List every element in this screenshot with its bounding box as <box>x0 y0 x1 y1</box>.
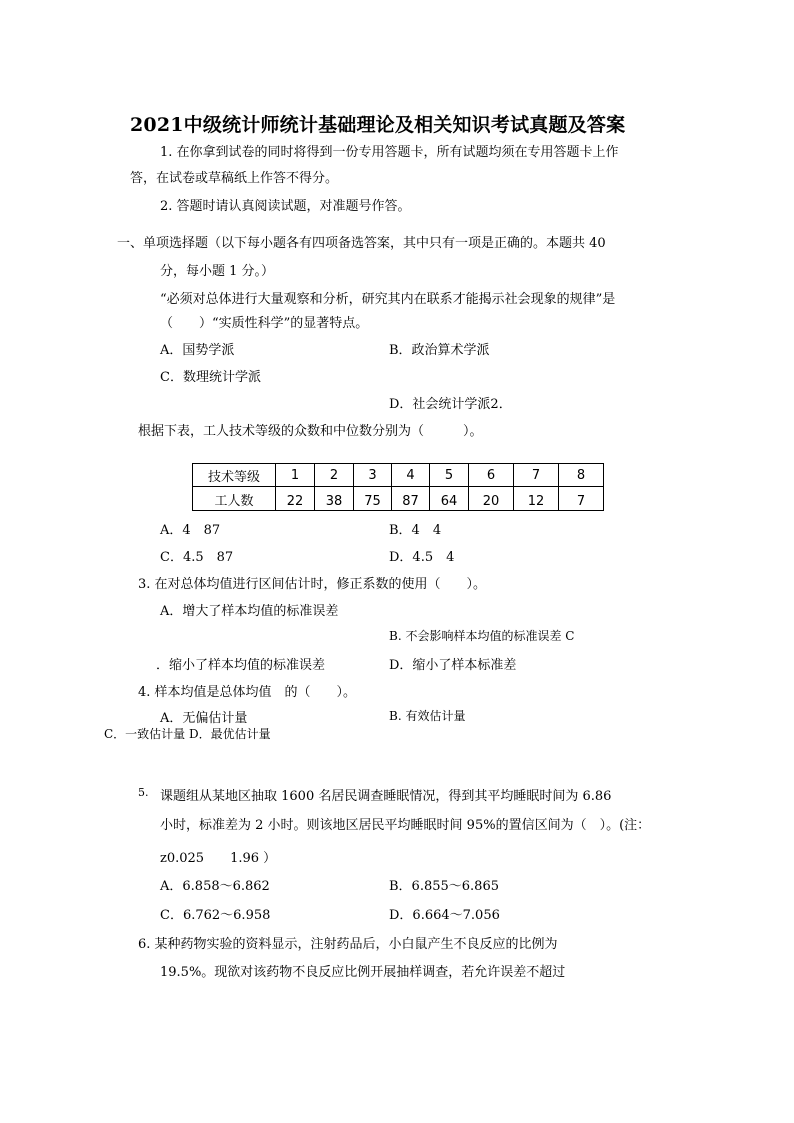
table-cell: 7 <box>559 487 604 511</box>
section-heading-cont: 分，每小题 1 分。） <box>160 264 275 279</box>
table-cell: 22 <box>276 487 315 511</box>
table-cell: 87 <box>392 487 430 511</box>
table-cell: 5 <box>430 464 469 487</box>
q1-option-a: A．国势学派 <box>160 343 235 358</box>
q1-option-c: C．数理统计学派 <box>160 370 261 385</box>
table-cell: 38 <box>315 487 354 511</box>
table-cell: 6 <box>469 464 514 487</box>
q4-stem: 4. 样本均值是总体均值 的（ ）。 <box>138 685 357 700</box>
q5-stem: 课题组从某地区抽取 1600 名居民调查睡眠情况，得到其平均睡眠时间为 6.86 <box>160 789 612 804</box>
section-heading: 一、单项选择题（以下每小题各有四项备选答案，其中只有一项是正确的。本题共 40 <box>117 236 606 251</box>
table-cell: 8 <box>559 464 604 487</box>
q2-option-a: A．4 87 <box>160 523 221 538</box>
table-cell: 75 <box>354 487 392 511</box>
q4-option-cd: C．一致估计量 D．最优估计量 <box>104 727 271 741</box>
q1-option-b: B．政治算术学派 <box>389 343 490 358</box>
q2-option-b: B．4 4 <box>389 523 442 538</box>
table-cell: 20 <box>469 487 514 511</box>
table-cell: 1 <box>276 464 315 487</box>
q1-stem: “必须对总体进行大量观察和分析，研究其内在联系才能揭示社会现象的规律”是 <box>160 292 616 307</box>
table-cell: 12 <box>514 487 559 511</box>
table-cell: 3 <box>354 464 392 487</box>
q3-option-a: A．增大了样本均值的标准误差 <box>160 604 339 619</box>
q6-stem-cont: 19.5%。现欲对该药物不良反应比例开展抽样调查，若允许误差不超过 <box>160 965 566 980</box>
table-row <box>193 464 604 487</box>
instruction-1: 1. 在你拿到试卷的同时将得到一份专用答题卡，所有试题均须在专用答题卡上作 <box>160 145 619 160</box>
grade-table <box>192 463 604 511</box>
q3-option-b: B. 不会影响样本均值的标准误差 C <box>389 629 575 643</box>
table-cell: 2 <box>315 464 354 487</box>
table-cell: 7 <box>514 464 559 487</box>
q5-option-a: A．6.858～6.862 <box>160 879 270 894</box>
q5-option-c: C．6.762～6.958 <box>160 908 271 923</box>
table-row-label: 工人数 <box>193 487 276 511</box>
q5-option-b: B．6.855～6.865 <box>389 879 499 894</box>
table-row <box>193 487 604 511</box>
table-cell: 64 <box>430 487 469 511</box>
page-title: 2021中级统计师统计基础理论及相关知识考试真题及答案 <box>130 114 626 136</box>
q3-option-c: ．缩小了样本均值的标准误差 <box>156 658 326 673</box>
q4-option-a: A．无偏估计量 <box>160 711 248 726</box>
instruction-2: 2. 答题时请认真阅读试题，对准题号作答。 <box>160 199 411 214</box>
q1-option-d: D．社会统计学派2． <box>389 397 512 412</box>
q6-stem: 6. 某种药物实验的资料显示，注射药品后，小白鼠产生不良反应的比例为 <box>138 937 558 952</box>
q2-stem: 根据下表，工人技术等级的众数和中位数分别为（ ）。 <box>138 424 483 439</box>
q3-option-d: D．缩小了样本标准差 <box>389 658 517 673</box>
q2-option-c: C．4.5 87 <box>160 550 234 565</box>
table-header-label: 技术等级 <box>193 464 276 487</box>
table-cell: 4 <box>392 464 430 487</box>
q2-option-d: D．4.5 4 <box>389 550 455 565</box>
q5-stem-cont: 小时，标准差为 2 小时。则该地区居民平均睡眠时间 95%的置信区间为（ ）。(注： <box>160 818 651 833</box>
q3-stem: 3. 在对总体均值进行区间估计时，修正系数的使用（ ）。 <box>138 577 487 592</box>
q5-note: z0.025 1.96 ） <box>160 851 277 866</box>
q4-option-b: B. 有效估计量 <box>389 709 466 723</box>
instruction-1-cont: 答，在试卷或草稿纸上作答不得分。 <box>130 171 339 186</box>
q5-number: 5. <box>138 786 149 799</box>
q1-stem-cont: （ ）“实质性科学”的显著特点。 <box>160 316 369 331</box>
q5-option-d: D．6.664～7.056 <box>389 908 500 923</box>
